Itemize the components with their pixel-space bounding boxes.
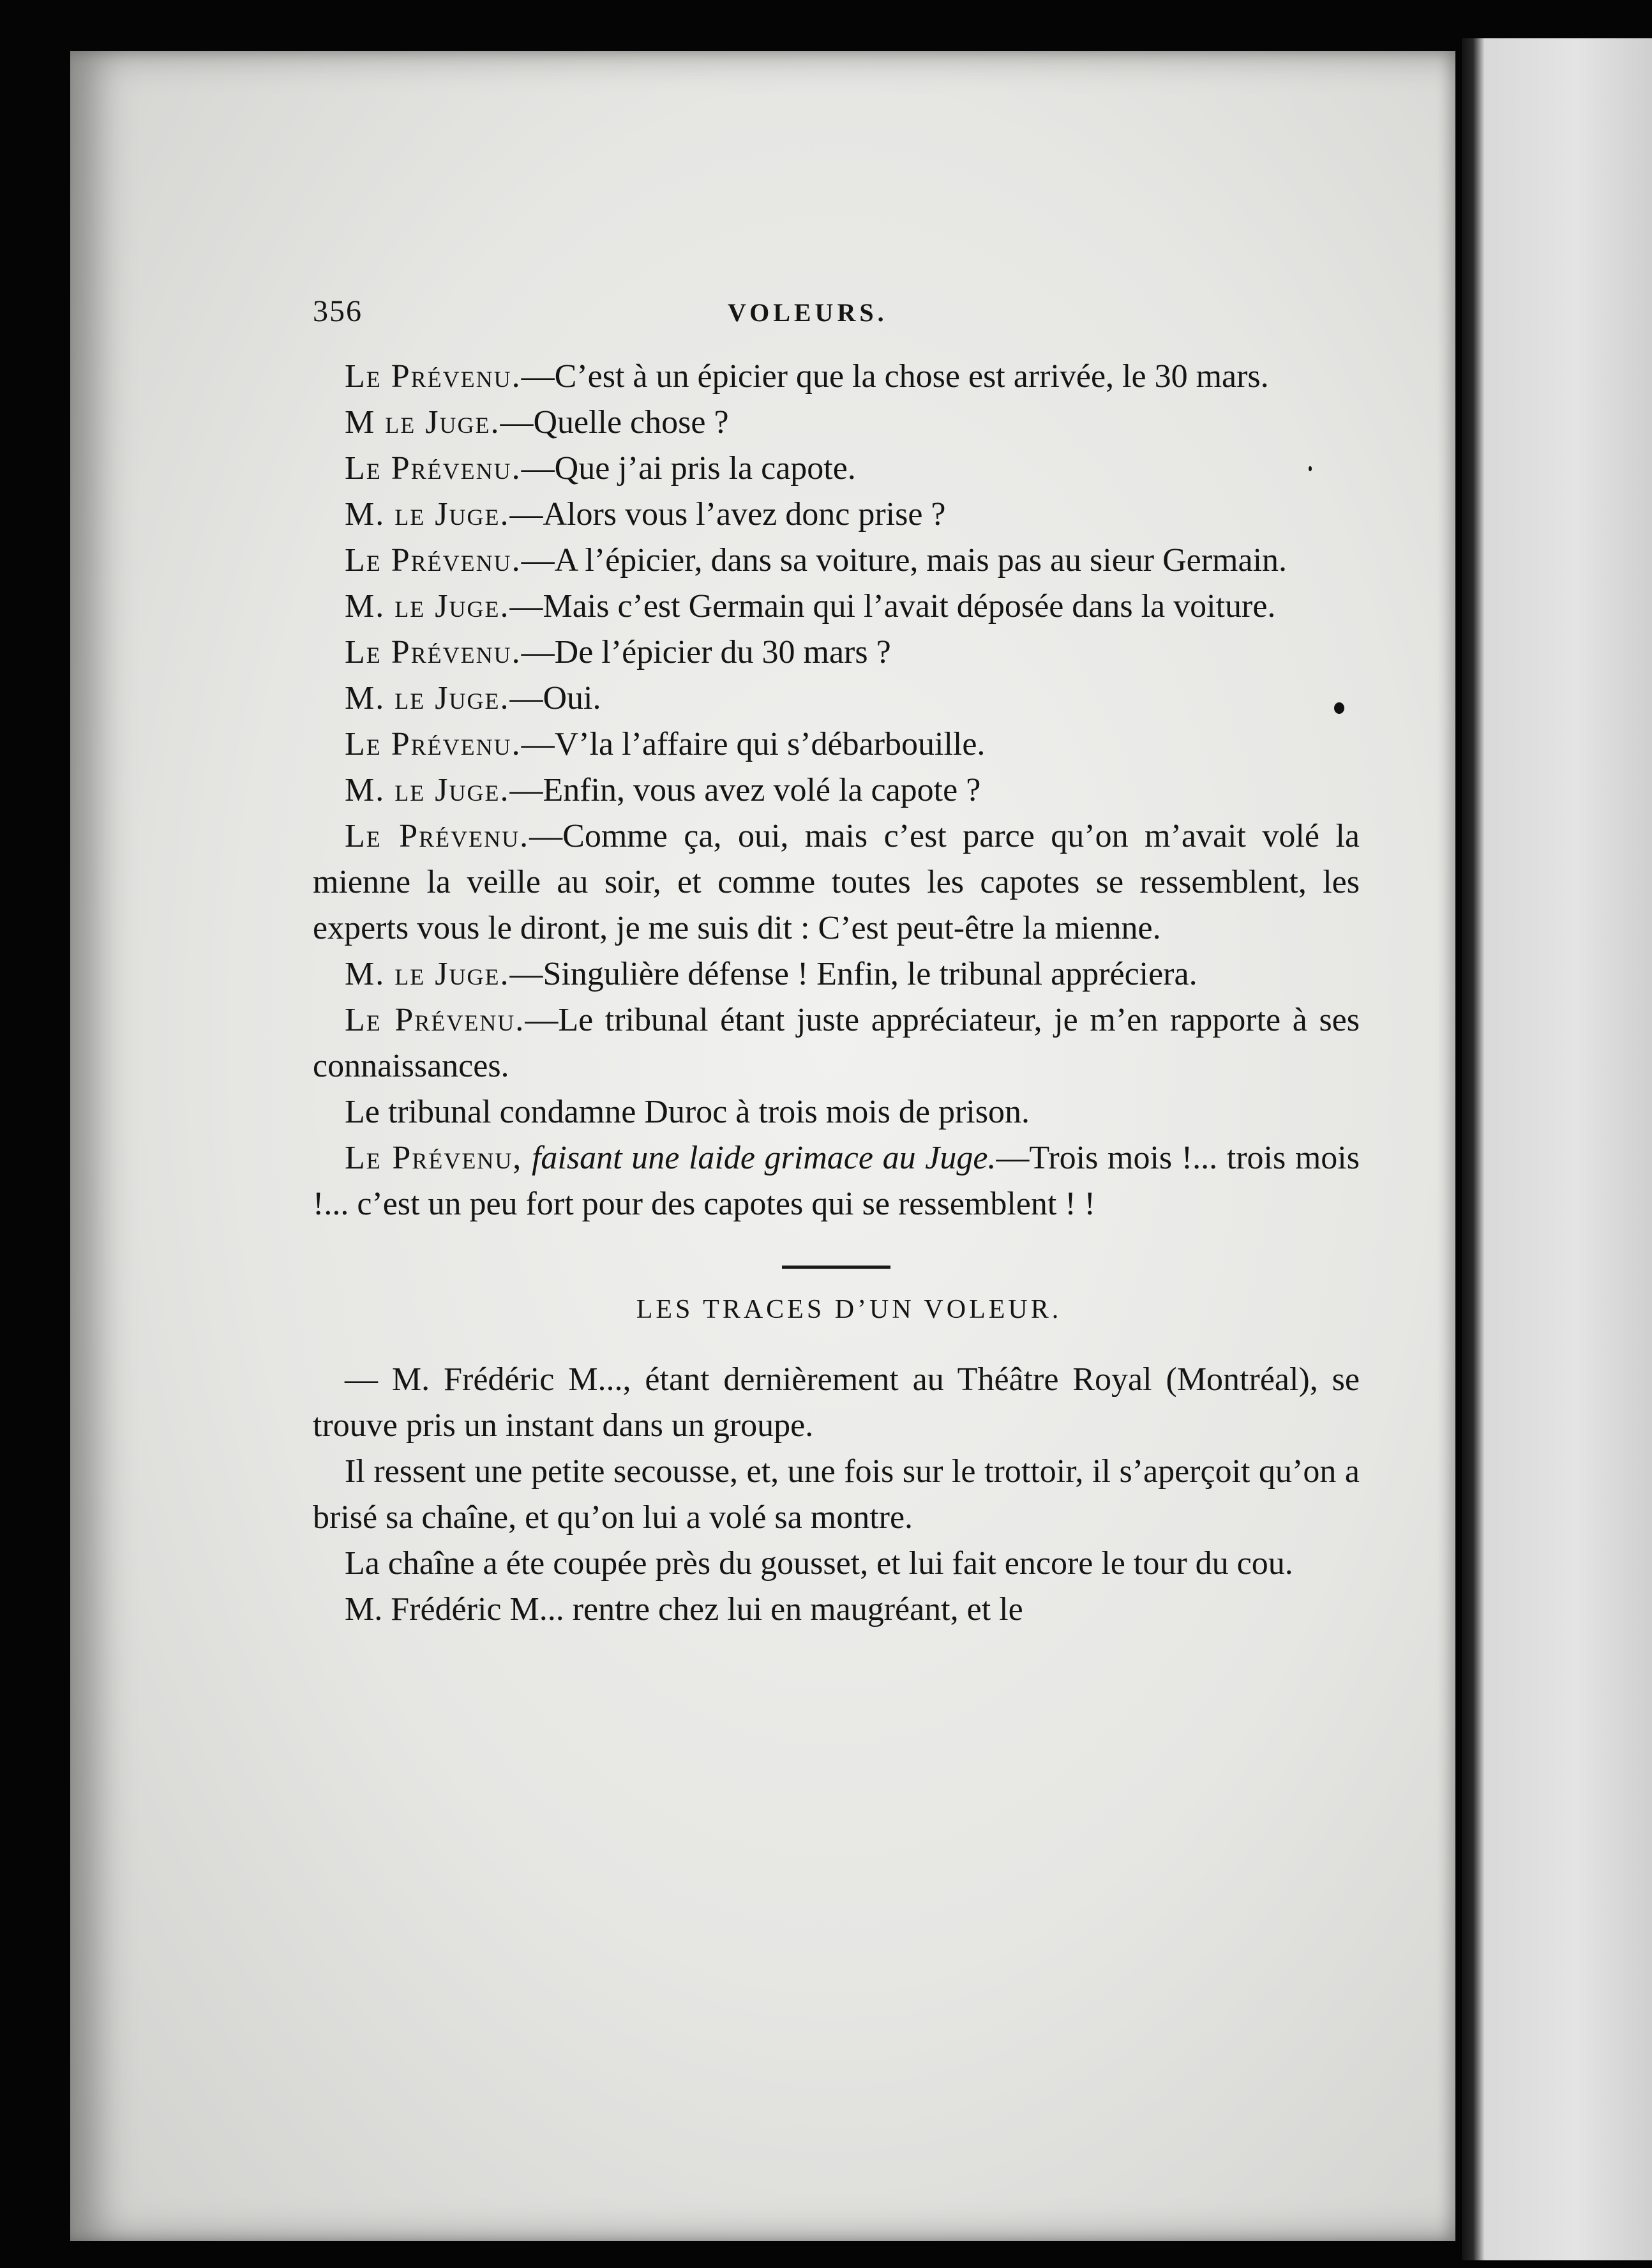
dialogue-text: —Enfin, vous avez volé la capote ? [509,772,981,808]
dialogue-line [313,446,1360,492]
dialogue-text: —A l’épicier, dans sa voiture, mais pas au sieur Germain. [521,542,1288,578]
dialogue-line [313,722,1360,767]
speaker-name: Le Prévenu. [345,1002,525,1038]
dialogue-line [313,997,1360,1089]
speaker-name: M. le Juge. [345,496,510,533]
dialogue-line [313,584,1360,630]
running-title: VOLEURS. [728,298,888,327]
dialogue [313,354,1360,1227]
dialogue-line [313,767,1360,813]
dialogue-text: —Singulière défense ! Enfin, le tribunal appréciera. [509,956,1198,992]
section-body [313,1357,1360,1633]
speaker-name: Le Prévenu. [345,542,522,578]
dialogue-line [313,400,1360,446]
dialogue-line [313,538,1360,584]
dialogue-line [313,676,1360,722]
dialogue-line [313,813,1360,951]
speaker-name: M. le Juge. [345,588,510,624]
section-divider [782,1266,890,1269]
final-dialogue-line [313,1135,1360,1227]
dialogue-text: —Alors vous l’avez donc prise ? [509,496,946,533]
body-paragraph: La chaîne a éte coupée près du gousset, et lui fait encore le tour du cou. [345,1545,1293,1582]
speaker-name: M. le Juge. [345,772,510,808]
book-page [70,51,1455,2241]
dialogue-text: —Mais c’est Germain qui l’avait déposée dans la voiture. [509,588,1276,624]
dialogue-text: —De l’épicier du 30 mars ? [521,634,891,670]
dialogue-text: —V’la l’affaire qui s’débarbouille. [521,726,986,762]
speaker-name: Le Prévenu, [345,1140,523,1176]
speaker-name: Le Prévenu. [345,450,522,487]
section-title: LES TRACES D’UN VOLEUR. [636,1295,1062,1324]
dialogue-line [313,951,1360,997]
dialogue-line [313,630,1360,676]
dialogue-text: —Que j’ai pris la capote. [521,450,856,487]
dialogue-text: —Quelle chose ? [500,404,729,441]
dialogue-text: —Oui. [509,680,601,716]
speaker-name: M. le Juge. [345,956,510,992]
speaker-name: Le Prévenu. [345,634,522,670]
speaker-name: Le Prévenu. [345,726,522,762]
adjacent-page-edge [1462,38,1652,2260]
body-paragraph: M. Frédéric M... rentre chez lui en maugréant, et le [345,1591,1023,1628]
running-head [313,294,1360,338]
body-paragraph: Il ressent une petite secousse, et, une fois sur le trottoir, il s’aperçoit qu’on a brisé sa chaîne, et qu’on lui a volé sa montre. [313,1453,1360,1536]
speaker-name: Le Prévenu. [345,818,530,854]
dialogue-line [313,354,1360,400]
dialogue-text: —C’est à un épicier que la chose est arrivée, le 30 mars. [521,358,1269,395]
speaker-name: Le Prévenu. [345,358,522,395]
dialogue-line [313,492,1360,538]
dialogue-text: —Le tribunal étant juste appréciateur, je m’en rapporte à ses connaissances. [313,1002,1360,1084]
speaker-name: M. le Juge. [345,680,510,716]
text-column [313,294,1360,1633]
page-number: 356 [313,294,363,328]
body-paragraph: — M. Frédéric M..., étant dernièrement au Théâtre Royal (Montréal), se trouve pris un instant dans un groupe. [313,1361,1360,1444]
dialogue-text: —Comme ça, oui, mais c’est parce qu’on m’avait volé la mienne la veille au soir, et comme toutes les capotes se ressemblent, les experts vous le diront, je me suis dit : C’est peut-être la mienne. [313,818,1360,946]
stage-direction: faisant une laide grimace au Juge. [531,1140,996,1176]
dialogue-text: —Trois mois !... trois mois !... c’est un peu fort pour des capotes qui se ressemblent ! ! [313,1140,1360,1222]
speaker-name: M le Juge. [345,404,500,441]
verdict-line: Le tribunal condamne Duroc à trois mois de prison. [345,1094,1030,1130]
